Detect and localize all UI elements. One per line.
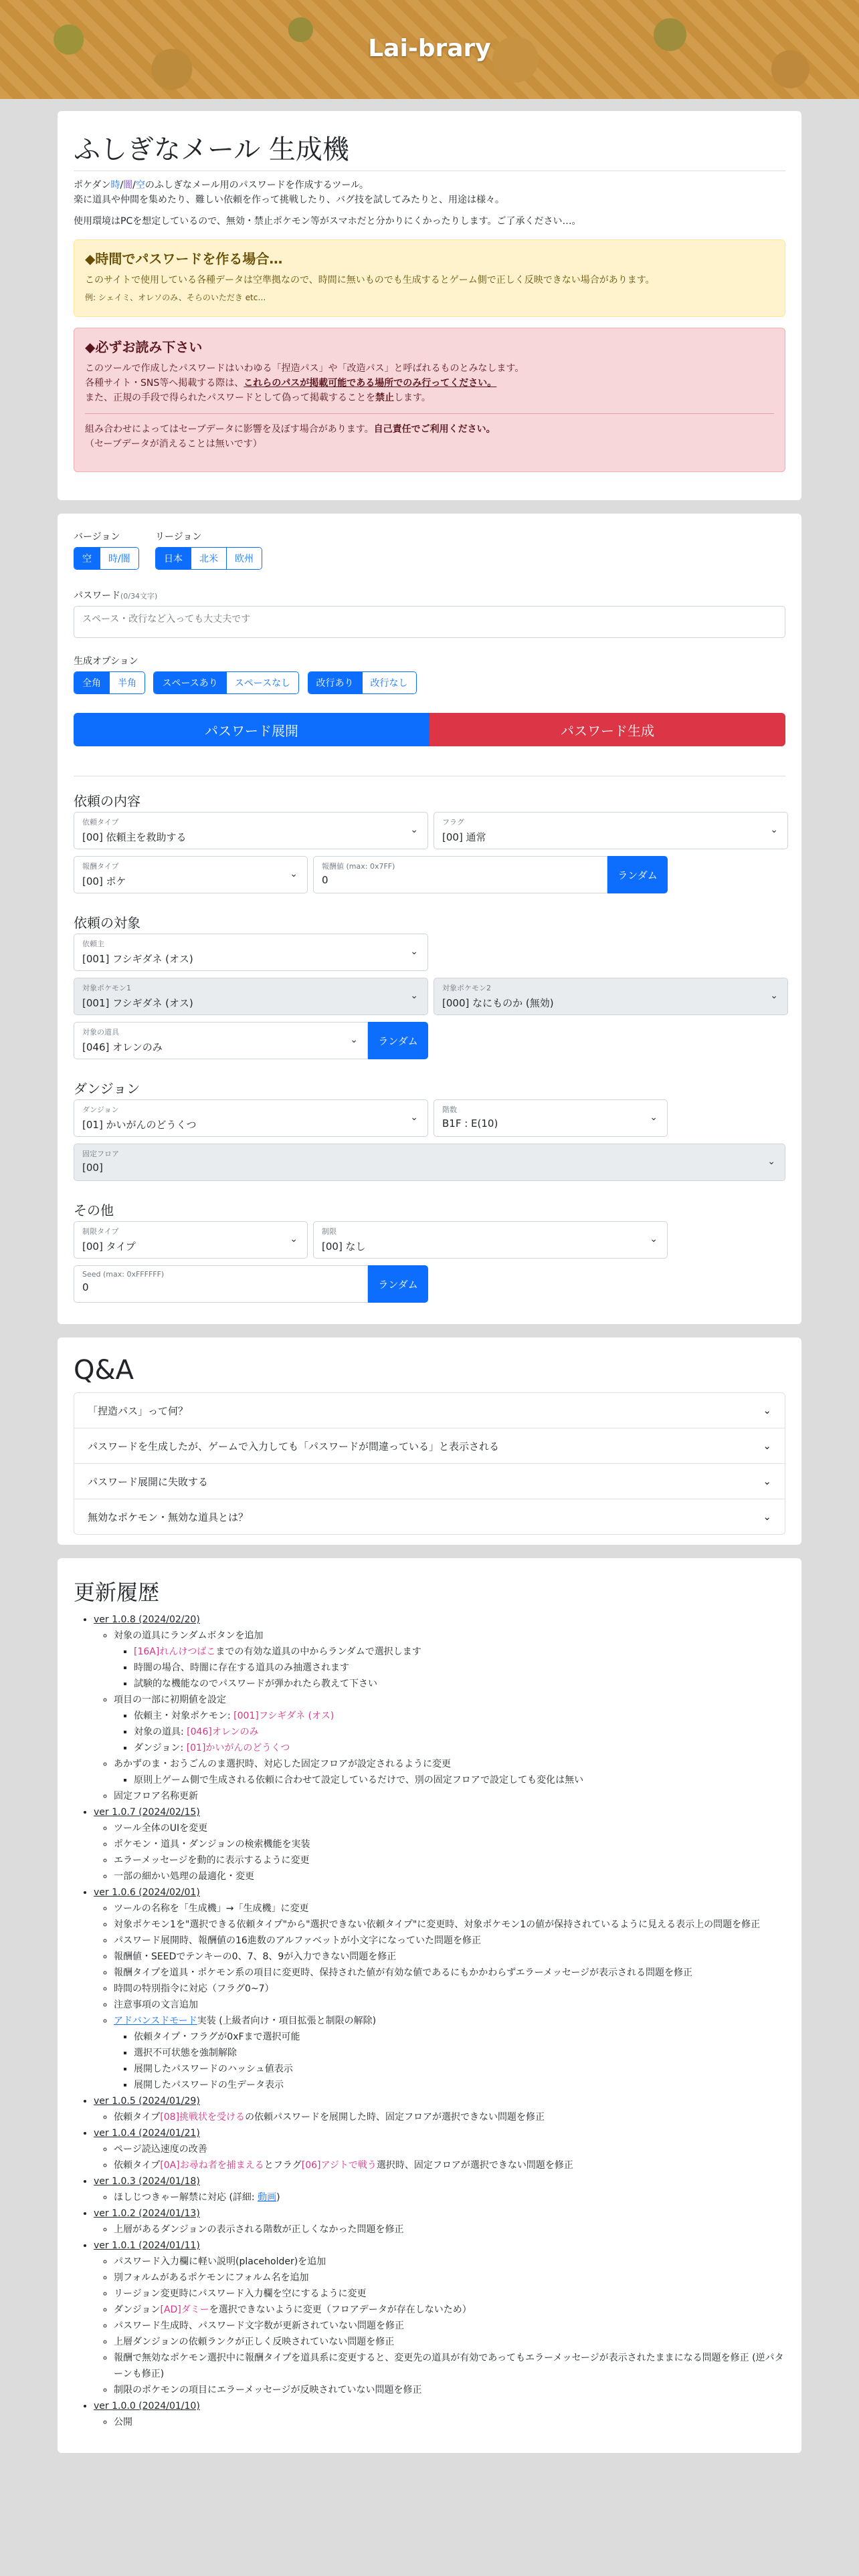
flag-select[interactable]: フラグ [00] 通常 ⌄: [434, 812, 788, 849]
chevron-down-icon: ⌄: [410, 825, 418, 835]
newline-on-button[interactable]: 改行あり: [308, 672, 363, 693]
section-dungeon: ダンジョン: [74, 1081, 140, 1097]
section-request: 依頼の内容: [74, 793, 140, 809]
version-toggle: [74, 547, 139, 570]
version-label: バージョン: [74, 532, 120, 542]
video-link[interactable]: 動画: [258, 2192, 277, 2203]
region-label: リージョン: [155, 532, 202, 542]
version-entry: ver 1.0.8 (2024/02/20): [94, 1614, 200, 1625]
region-jp-button[interactable]: 日本: [156, 548, 191, 569]
version-entry: ver 1.0.3 (2024/01/18): [94, 2176, 200, 2187]
version-entry: ver 1.0.0 (2024/01/10): [94, 2401, 200, 2411]
reward-random-button[interactable]: ランダム: [607, 856, 668, 893]
changelog-title: 更新履歴: [74, 1580, 160, 1605]
newline-off-button[interactable]: 改行なし: [363, 672, 416, 693]
region-eu-button[interactable]: 欧州: [227, 548, 262, 569]
version-entry: ver 1.0.7 (2024/02/15): [94, 1807, 200, 1818]
danger-line-2: 各種サイト・SNS等へ掲載する際は、これらのパスが掲載可能である場所でのみ行ってください。: [85, 378, 497, 389]
chevron-down-icon: ⌄: [350, 1035, 358, 1045]
region-na-button[interactable]: 北米: [191, 548, 227, 569]
warning-title: ◆時間でパスワードを作る場合…: [85, 251, 283, 267]
danger-line-1: このツールで作成したパスワードはいわゆる「捏造パス」や「改造パス」と呼ばれるものとみなします。: [85, 363, 524, 374]
space-on-button[interactable]: スペースあり: [154, 672, 226, 693]
chevron-down-icon: ⌄: [763, 1404, 771, 1416]
generate-options-label: 生成オプション: [74, 656, 138, 667]
chevron-down-icon: ⌄: [410, 990, 418, 1001]
changelog-list: • ver 1.0.8 (2024/02/20) ◦ 対象の道具にランダムボタンを追加 ▪ [16A]れんけつばこまでの有効な道具の中からランダムで選択します ▪ 時闇の場合、時闇に存在する道具のみ抽選されます ▪ 試験的な機能なのでパスワードが弾かれたら教えて下さい ◦ 項目の一部に初期値を設定 ▪ 依頼主・対象ポケモン: [001]フシギダネ (オス) ▪ 対象の道具: [046]オレンのみ ▪ ダンジョン: [01]かいがんのどうくつ ◦ あかずのま・おうごんのま選択時、対応した固定フロアが設定されるように変更 ▪ 原則上ゲーム側で生成される依頼に合わせて設定しているだけで、別の固定フロアで設定しても変化は無い ◦ 固定フロア名称更新 • ver 1.0.7 (2024/02/15) ◦ ツール全体のUIを変更 ◦ ポケモン・道具・ダンジョンの検索機能を実装 ◦ エラーメッセージを動的に表示するように変更 ◦ 一部の細かい処理の最適化・変更 • ver 1.0.6 (2024/02/01) ◦ ツールの名称を「生成機」→「生成機」に変更 ◦ 対象ポケモン1を"選択できる依頼タイプ"から"選択できない依頼タイプ"に変更時、対象ポケモン1の値が保持されているように見える表示上の問題を修正 ◦ パスワード展開時、報酬値の16進数のアルファベットが小文字になっていた問題を修正 ◦ 報酬値・SEEDでテンキーの0、7、8、9が入力できない問題を修正 ◦ 報酬タイプを道具・ポケモン系の項目に変更時、保持された値が有効な値であるにもかかわらずエラーメッセージが表示される問題を修正 ◦ 時間の特別指令に対応（フラグ0~7） ◦ 注意事項の文言追加 ◦ アドバンスドモード実装 (上級者向け・項目拡張と制限の解除) ▪ 依頼タイプ・フラグが0xFまで選択可能 ▪ 選択不可状態を強制解除 ▪ 展開したパスワードのハッシュ値表示 ▪ 展開したパスワードの生データ表示 • ver 1.0.5 (2024/01/29) ◦ 依頼タイプ[08]挑戦状を受けるの依頼パスワードを展開した時、固定フロアが選択できない問題を修正 • ver 1.0.4 (2024/01/21) ◦ ページ読込速度の改善 ◦ 依頼タイプ[0A]お尋ね者を捕まえるとフラグ[06]アジトで戦う選択時、固定フロアが選択できない問題を修正 • ver 1.0.3 (2024/01/18) ◦ ほしじつきゃー解禁に対応 (詳細: 動画) • ver 1.0.2 (2024/01/13) ◦ 上層があるダンジョンの表示される階数が正しくなかった問題を修正 • ver 1.0.1 (2024/01/11) ◦ パスワード入力欄に軽い説明(placeholder)を追加 ◦ 別フォルムがあるポケモンにフォルム名を追加 ◦ リージョン変更時にパスワード入力欄を空にするように変更 ◦ ダンジョン[AD]ダミーを選択できないように変更（フロアデータが存在しないため） ◦ パスワード生成時、パスワード文字数が更新されていない問題を修正 ◦ 上層ダンジョンの依頼ランクが正しく反映されていない問題を修正 ◦ 報酬で無効なポケモン選択中に報酬タイプを道具系に変更すると、変更先の道具が有効であってもエラーメッセージが表示されたままになる問題を修正 (逆パターンも修正) ◦ 制限のポケモンの項目にエラーメッセージが反映されていない問題を修正 • ver 1.0.0 (2024/01/10) ◦ 公開: [74, 1612, 785, 2430]
request-type-select[interactable]: 依頼タイプ [00] 依頼主を救助する ⌄: [74, 812, 428, 849]
danger-line-5: （セーブデータが消えることは無いです）: [85, 439, 262, 449]
version-sky-button[interactable]: 空: [74, 548, 100, 569]
qa-item[interactable]: パスワード展開に失敗する ⌄: [74, 1464, 785, 1499]
restrict-select[interactable]: 制限 [00] なし ⌄: [313, 1221, 668, 1259]
qa-accordion: [74, 1392, 785, 1535]
qa-card: [58, 1337, 801, 1545]
seed-input[interactable]: Seed (max: 0xFFFFFF) 0: [74, 1265, 368, 1303]
newline-toggle: [308, 671, 417, 694]
restrict-type-select[interactable]: 制限タイプ [00] タイプ ⌄: [74, 1221, 308, 1259]
chevron-down-icon: ⌄: [770, 825, 778, 835]
reward-value-input[interactable]: 報酬値 (max: 0x7FF) 0: [313, 856, 607, 893]
advanced-mode-link[interactable]: アドバンスドモード: [114, 2016, 197, 2026]
fullwidth-button[interactable]: 全角: [74, 672, 110, 693]
client-select[interactable]: 依頼主 [001] フシギダネ (オス) ⌄: [74, 934, 428, 971]
qa-item[interactable]: 無効なポケモン・無効な道具とは？ ⌄: [88, 1511, 771, 1523]
halfwidth-button[interactable]: 半角: [110, 672, 145, 693]
danger-line-3: また、正規の手段で得られたパスワードとして偽って掲載することを禁止します。: [85, 393, 431, 403]
warning-example: 例: シェイミ、オレソのみ、そらのいただき etc…: [85, 293, 266, 302]
qa-title: Q&A: [74, 1355, 134, 1386]
chevron-down-icon: ⌄: [763, 1511, 771, 1523]
intro-env: 使用環境はPCを想定しているので、無効・禁止ポケモン等がスマホだと分かりにくかったりします。ご了承ください…。: [74, 216, 581, 227]
space-off-button[interactable]: スペースなし: [227, 672, 298, 693]
intro-desc-2: 楽に道具や仲間を集めたり、難しい依頼を作って挑戦したり、バグ技を試してみたりと、用途は様々。: [74, 195, 504, 205]
chevron-down-icon: ⌄: [763, 1475, 771, 1487]
chevron-down-icon: ⌄: [290, 1234, 298, 1245]
expand-password-button[interactable]: パスワード展開: [74, 713, 430, 746]
width-toggle: [74, 671, 145, 694]
version-entry: ver 1.0.4 (2024/01/21): [94, 2128, 200, 2139]
action-buttons: [74, 713, 785, 746]
intro-desc: ポケダン時/闇/空のふしぎなメール用のパスワードを作成するツール。: [74, 180, 369, 191]
fixed-floor-select[interactable]: 固定フロア [00] ⌄: [74, 1144, 785, 1181]
danger-line-4: 組み合わせによってはセーブデータに影響を及ぼす場合があります。自己責任でご利用ください。: [85, 424, 496, 435]
chevron-down-icon: ⌄: [767, 1156, 775, 1167]
reward-type-select[interactable]: 報酬タイプ [00] ポケ ⌄: [74, 856, 308, 893]
password-label: パスワード(0/34文字): [74, 591, 158, 601]
generate-password-button[interactable]: パスワード生成: [430, 713, 785, 746]
version-entry: ver 1.0.6 (2024/02/01): [94, 1887, 200, 1898]
qa-item[interactable]: パスワードを生成したが、ゲームで入力しても「パスワードが間違っている」と表示される ⌄: [74, 1428, 785, 1464]
item-random-button[interactable]: ランダム: [368, 1022, 428, 1059]
target-pokemon1-select[interactable]: 対象ポケモン1 [001] フシギダネ (オス) ⌄: [74, 978, 428, 1015]
chevron-down-icon: ⌄: [410, 1112, 418, 1123]
chevron-down-icon: ⌄: [763, 1440, 771, 1452]
version-entry: ver 1.0.5 (2024/01/29): [94, 2096, 200, 2107]
region-toggle: [155, 547, 262, 570]
dungeon-select[interactable]: ダンジョン [01] かいがんのどうくつ ⌄: [74, 1099, 428, 1137]
intro-card: [58, 111, 801, 500]
seed-random-button[interactable]: ランダム: [368, 1265, 428, 1303]
warning-alert: [74, 239, 785, 317]
generator-form-card: [58, 514, 801, 1324]
version-entry: ver 1.0.2 (2024/01/13): [94, 2208, 200, 2219]
target-pokemon2-select[interactable]: 対象ポケモン2 [000] なにものか (無効) ⌄: [434, 978, 788, 1015]
chevron-down-icon: ⌄: [290, 869, 298, 879]
danger-title: ◆必ずお読み下さい: [85, 339, 203, 355]
chevron-down-icon: ⌄: [650, 1112, 658, 1123]
version-entry: ver 1.0.1 (2024/01/11): [94, 2240, 200, 2251]
chevron-down-icon: ⌄: [770, 990, 778, 1001]
site-title: Lai-brary: [368, 35, 491, 62]
header-banner: [0, 0, 859, 99]
changelog-card: [58, 1558, 801, 2453]
warning-text: このサイトで使用している各種データは空準拠なので、時間に無いものでも生成するとゲーム側で正しく反映できない場合があります。: [85, 275, 655, 286]
chevron-down-icon: ⌄: [410, 946, 418, 957]
qa-item[interactable]: 「捏造パス」って何？ ⌄: [74, 1393, 785, 1428]
section-target: 依頼の対象: [74, 915, 140, 931]
danger-alert: [74, 328, 785, 472]
section-other: その他: [74, 1202, 114, 1218]
chevron-down-icon: ⌄: [650, 1234, 658, 1245]
space-toggle: [153, 671, 299, 694]
version-time-dark-button[interactable]: 時/闇: [100, 548, 138, 569]
target-item-select[interactable]: 対象の道具 [046] オレンのみ ⌄: [74, 1022, 368, 1059]
password-textarea[interactable]: スペース・改行など入っても大丈夫です: [74, 606, 785, 638]
page-title: ふしぎなメール 生成機: [74, 128, 785, 171]
floor-select[interactable]: 階数 B1F : E(10) ⌄: [434, 1099, 668, 1137]
